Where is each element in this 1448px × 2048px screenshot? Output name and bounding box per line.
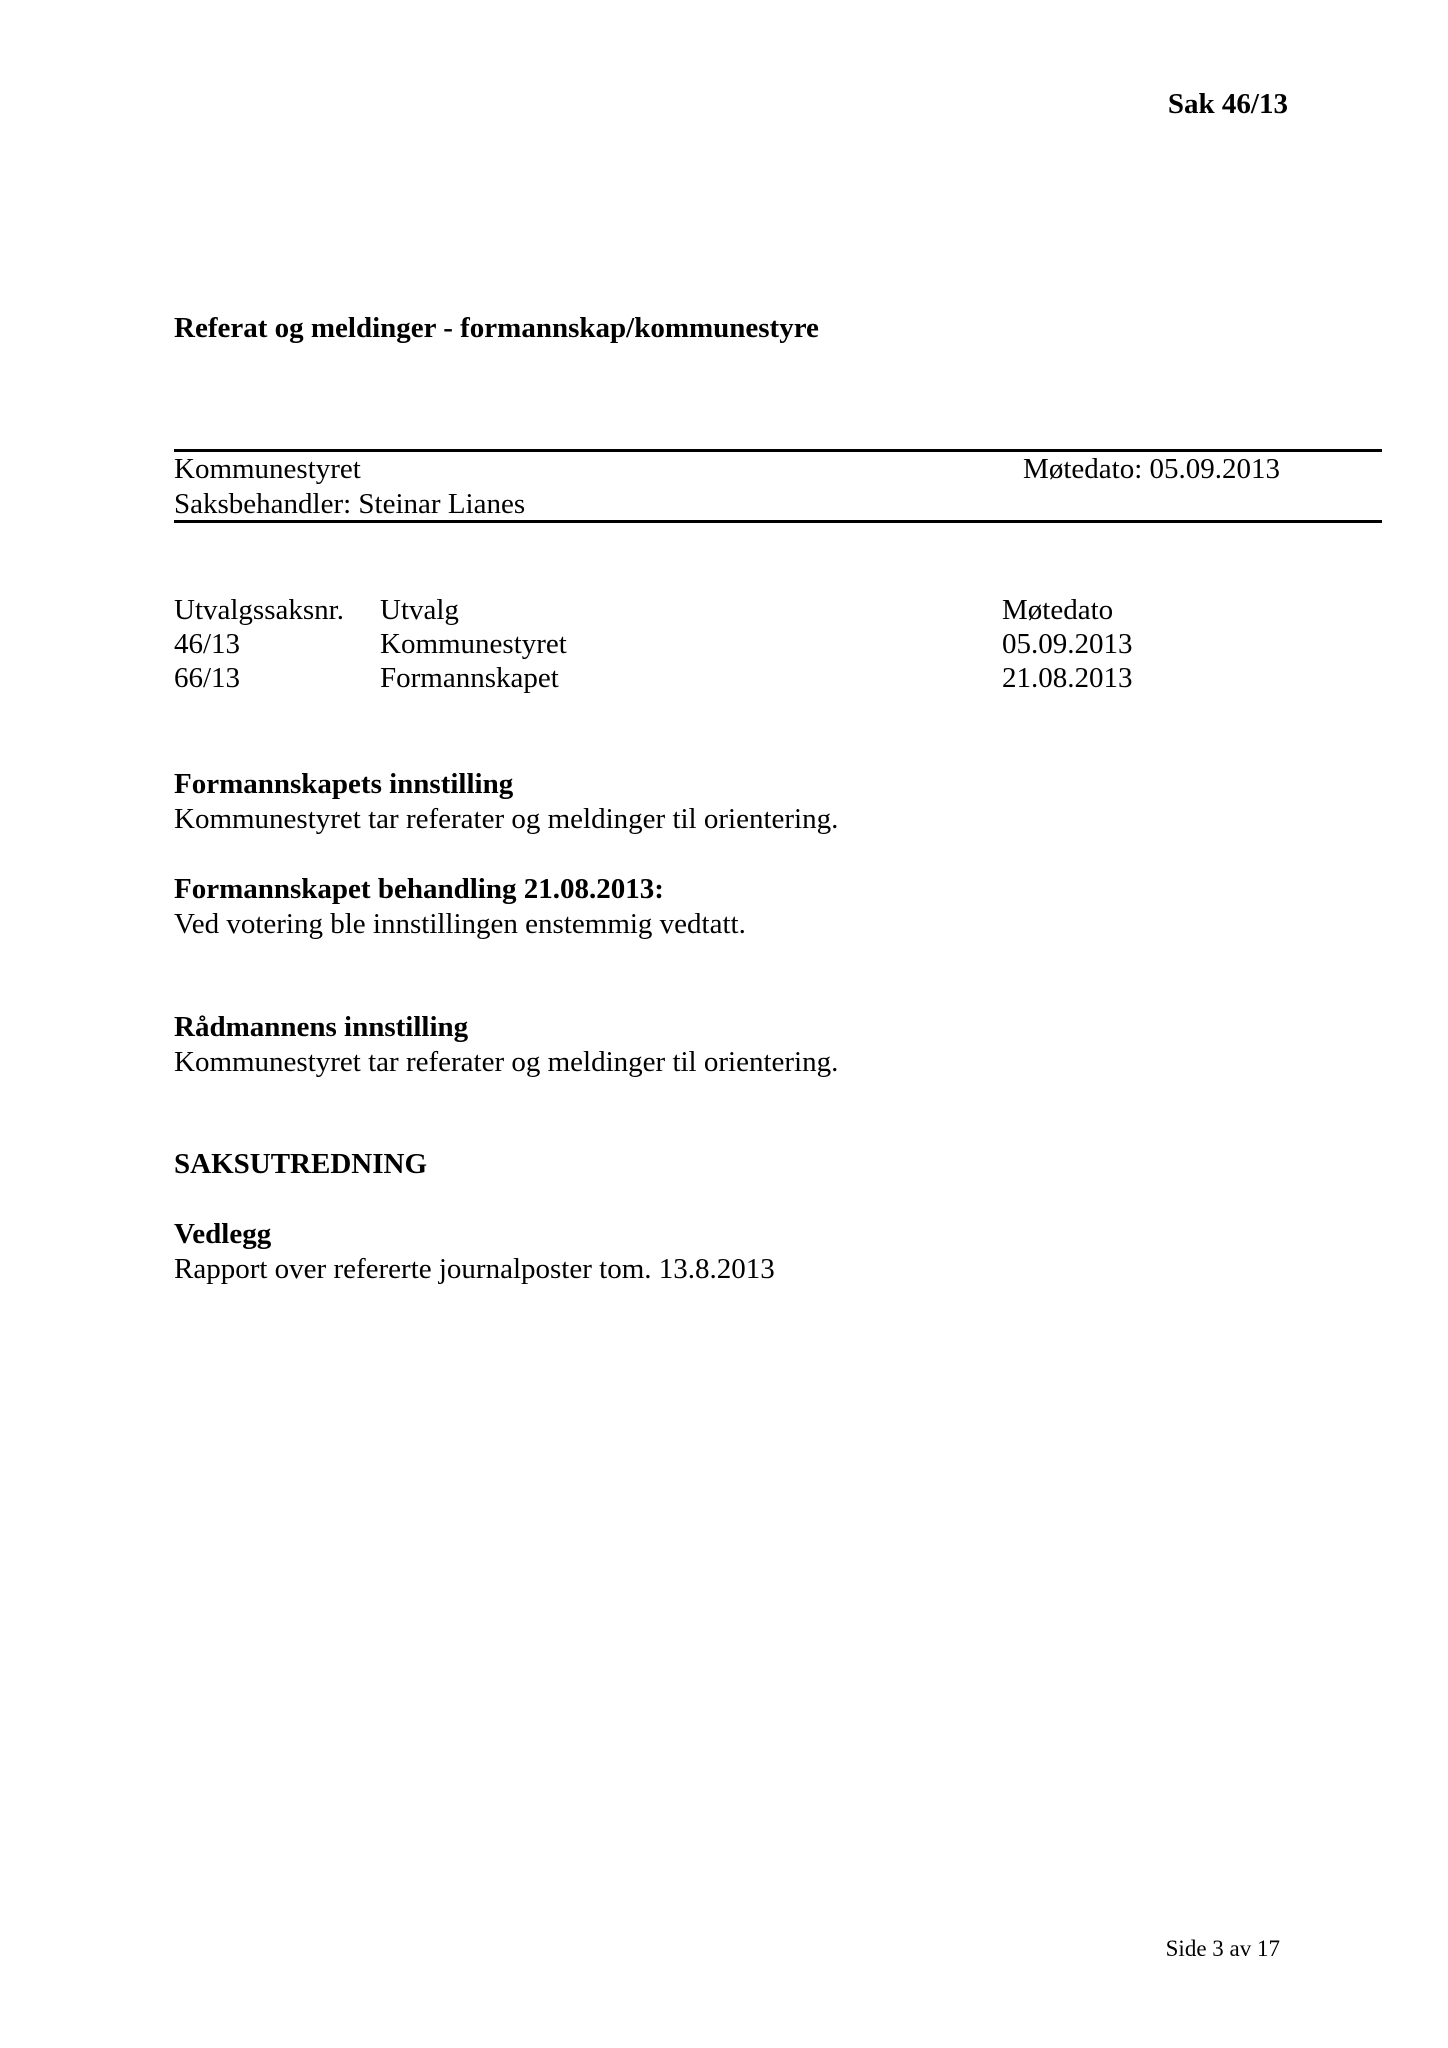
table-cell: 21.08.2013 (1002, 662, 1133, 694)
table-row (174, 661, 1202, 695)
table-row (174, 627, 1202, 661)
page-number: Side 3 av 17 (1165, 1936, 1280, 1961)
case-table (174, 593, 1202, 695)
meta-bottom-rule (174, 520, 1382, 523)
radmannens-heading: Rådmannens innstilling (174, 1011, 469, 1043)
table-header-cell: Møtedato (1002, 594, 1114, 626)
behandling-text: Ved votering ble innstillingen enstemmig vedtatt. (174, 908, 746, 940)
formannskapets-heading: Formannskapets innstilling (174, 768, 514, 800)
table-cell: Kommunestyret (380, 628, 567, 660)
behandling-heading: Formannskapet behandling 21.08.2013: (174, 873, 664, 905)
committee-name: Kommunestyret (174, 453, 361, 485)
table-cell: 05.09.2013 (1002, 628, 1133, 660)
case-officer: Saksbehandler: Steinar Lianes (174, 488, 526, 520)
vedlegg-text: Rapport over refererte journalposter tom. 13.8.2013 (174, 1253, 775, 1285)
table-header-cell: Utvalgssaksnr. (174, 594, 344, 626)
radmannens-text: Kommunestyret tar referater og meldinger til orientering. (174, 1046, 839, 1078)
table-cell: 46/13 (174, 628, 241, 660)
table-cell: 66/13 (174, 662, 241, 694)
case-number: Sak 46/13 (1167, 88, 1288, 120)
vedlegg-heading: Vedlegg (174, 1218, 272, 1250)
table-header-row (174, 593, 1202, 627)
meeting-date: Møtedato: 05.09.2013 (1023, 453, 1280, 485)
document-title: Referat og meldinger - formannskap/kommunestyre (174, 312, 819, 344)
saksutredning-heading: SAKSUTREDNING (174, 1148, 427, 1180)
table-header-cell: Utvalg (380, 594, 459, 626)
formannskapets-text: Kommunestyret tar referater og meldinger til orientering. (174, 803, 839, 835)
table-cell: Formannskapet (380, 662, 559, 694)
meta-top-rule (174, 449, 1382, 452)
